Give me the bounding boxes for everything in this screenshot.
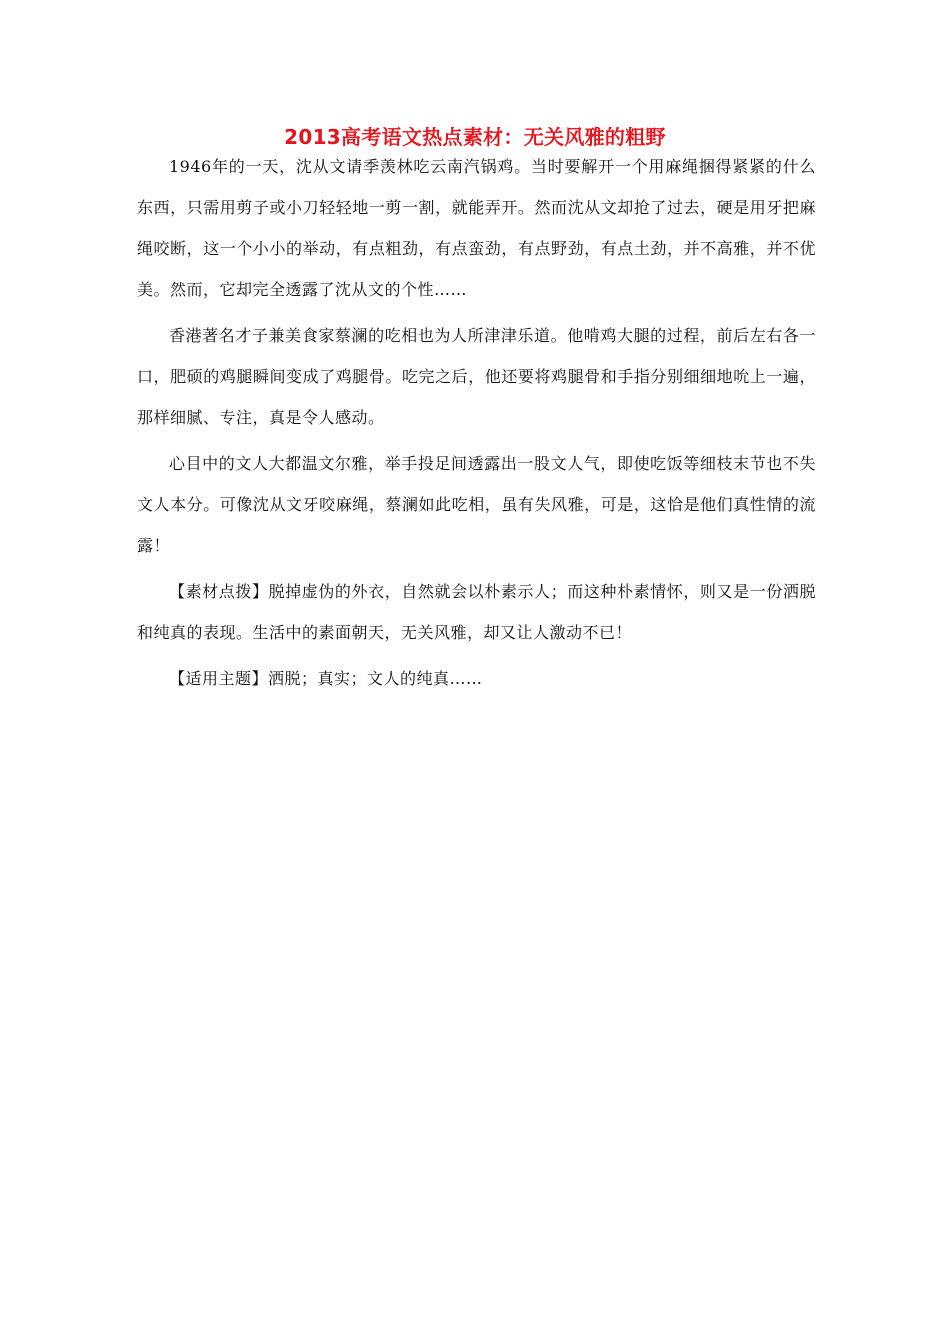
paragraph-literati: 心目中的文人大都温文尔雅，举手投足间透露出一股文人气，即使吃饭等细枝末节也不失文人本分。可像沈从文牙咬麻绳，蔡澜如此吃相，虽有失风雅，可是，这恰是他们真性情的流露！ [137,454,816,555]
document-title: 2013高考语文热点素材：无关风雅的粗野 [284,125,666,149]
document-body [137,146,816,704]
material-note-text: 脱掉虚伪的外衣，自然就会以朴素示人；而这种朴素情怀，则又是一份洒脱和纯真的表现。生活中的素面朝天，无关风雅，却又让人激动不已！ [137,582,816,642]
material-note-label: 【素材点拨】 [169,582,269,601]
paragraph-cai-lan: 香港著名才子兼美食家蔡澜的吃相也为人所津津乐道。他啃鸡大腿的过程，前后左右各一口，肥硕的鸡腿瞬间变成了鸡腿骨。吃完之后，他还要将鸡腿骨和手指分别细细地吮上一遍，那样细腻、专注，真是令人感动。 [137,326,816,427]
material-note-paragraph [137,571,816,653]
themes-paragraph [137,658,816,699]
paragraph-shen-congwen: 1946年的一天，沈从文请季羡林吃云南汽锅鸡。当时要解开一个用麻绳捆得紧紧的什么东西，只需用剪子或小刀轻轻地一剪一割，就能弄开。然而沈从文却抢了过去，硬是用牙把麻绳咬断，这一个小小的举动，有点粗劲，有点蛮劲，有点野劲，有点土劲，并不高雅，并不优美。然而，它却完全透露了沈从文的个性…… [137,157,816,299]
themes-label: 【适用主题】 [169,669,269,688]
themes-text: 洒脱；真实；文人的纯真…… [268,669,483,688]
